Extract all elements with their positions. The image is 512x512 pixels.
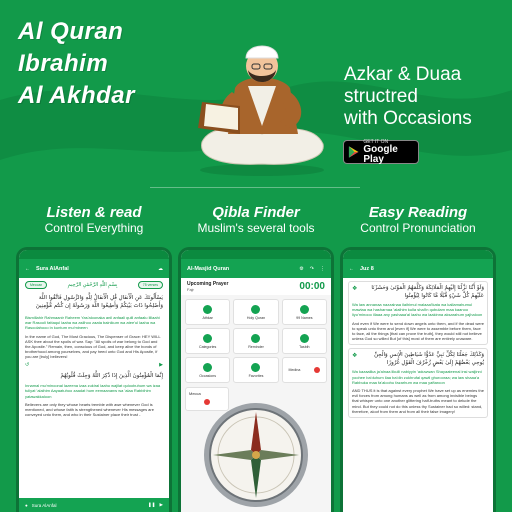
transliteration-2: Wa kazaalika ja'alnaa likulli nabiyyin 'aduwwan Shayaateenal insi waljinni yoohee ba'duhum ilaa ba'din zukhrufal qawli ghurooraa; wa law shaaa'a Rabbuka maa fa'aloohu fazarhum wa maa yaftaroon <box>352 369 482 385</box>
prayer-countdown: 00:00 <box>299 281 325 292</box>
reminder-icon <box>251 334 260 343</box>
translation-2: Believers are only they whose hearts tremble with awe whenever God is mentioned, and whose faith is strengthened whenever His messages are conveyed unto them, and who in their Sustainer place their trust - <box>25 401 154 418</box>
tasbih-icon <box>300 334 309 343</box>
tile-categories[interactable] <box>185 328 230 354</box>
section-divider <box>150 187 360 188</box>
tile-label: 99 Names <box>296 315 313 320</box>
app-bar-title: Al-Masjid Quran <box>187 265 230 272</box>
app-bar <box>181 259 331 278</box>
status-bar <box>343 250 493 259</box>
tile-tasbih[interactable] <box>282 328 327 354</box>
names-icon <box>300 305 309 314</box>
back-arrow-icon[interactable]: ← <box>349 265 354 272</box>
hero-title-line-1: Al Quran <box>18 18 124 45</box>
share-icon[interactable]: ↺ <box>25 361 30 368</box>
arabic-verse-1: يَسْأَلُونَكَ عَنِ الْأَنفَالِ قُلِ الْأَنفَالُ لِلَّهِ وَالرَّسُولِ فَاتَّقُوا اللَّهَ وَأَصْلِحُوا ذَاتَ بَيْنِكُمْ وَأَطِيعُوا اللَّهَ وَرَسُولَهُ إِن كُنتُم مُّؤْمِنِينَ <box>19 292 169 313</box>
feature-subtitle-1: Control Everything <box>44 221 144 235</box>
tile-label: Medina <box>288 368 301 372</box>
tile-label: Athkar <box>202 315 213 320</box>
hero-title-line-2: Ibrahim <box>18 50 109 77</box>
cloud-icon[interactable]: ☁ <box>158 265 163 272</box>
feature-subtitle-2: Muslim's several tools <box>197 221 315 235</box>
verse-actions <box>19 360 169 370</box>
transliteration-2: Innamal mu'minoonal lazeena izaa zukiral laahu wajilat quloobuhum wa izaa tuliyat 'alaihim Aayaatuhoo zaadat hum eemaananw wa 'alaa Rabbihim yatawakkaloon <box>25 383 161 399</box>
app-bar <box>19 259 169 278</box>
tile-medina[interactable] <box>282 357 327 383</box>
tile-holy-quran[interactable] <box>233 299 278 325</box>
share-icon[interactable]: ↷ <box>309 265 314 272</box>
back-arrow-icon[interactable]: ← <box>25 265 30 272</box>
translation-1: In the name of God, The Most Gracious, The Dispenser of Grace: HEY WILL ASK thee about the spoils of war. Say: "All spoils of war belong to God and the Apostle." Remain, then, conscious of God, and keep alive the bonds of brotherhood among yourselves, and pay heed unto God and His Apostle, if you are [truly] believers! <box>25 333 161 360</box>
play-store-icon <box>348 145 359 159</box>
tagline-line-1: Azkar & Duaa <box>344 64 462 85</box>
google-play-button[interactable] <box>343 140 419 164</box>
tagline <box>344 64 504 130</box>
tile-label: Favorites <box>248 373 264 378</box>
phone-screen-tools <box>181 250 331 512</box>
qibla-compass[interactable] <box>201 400 311 510</box>
upcoming-prayer-name: Fajr <box>187 287 194 292</box>
tile-label: Holy Quran <box>246 315 266 320</box>
athkar-icon <box>203 305 212 314</box>
arabic-verse-2: إِنَّمَا الْمُؤْمِنُونَ الَّذِينَ إِذَا ذُكِرَ اللَّهُ وَجِلَتْ قُلُوبُهُمْ <box>19 370 169 384</box>
feature-title-3: Easy Reading <box>368 204 468 221</box>
transliteration-1: Wa law annanaa nazzalnaa ilaihimul malaaa'ikata wa kallamahumul mawtaa wa hasharnaa 'alaihim kulla shai'in qubulam maa kaanoo liyu'minooo illaaa any yashaaa'al laahu wa laakinna aksarahum yajhaloon <box>352 302 483 318</box>
verses-count-pill: 75 verses <box>138 281 163 289</box>
man-reading-illustration <box>180 30 340 180</box>
upcoming-label: Upcoming Prayer <box>187 281 229 287</box>
next-icon[interactable]: ▶ <box>159 502 163 507</box>
tile-label: Categories <box>198 344 217 349</box>
transliteration-1: Bismillahir Rahmaanir Raheem Yas'aloonaka anil anfaali qulil anfaalu lillaahi war Rasooli fattaqul laaha wa aslihoo zaata bainikum wa atee'ul laaha wa Rasoolahooo in kuntum mu'mineen <box>25 315 160 331</box>
mecca-label: Mecca <box>189 391 201 396</box>
verse-card-1 <box>348 281 488 345</box>
feature-subtitle-3: Control Pronunciation <box>360 221 476 235</box>
feature-title-1: Listen & read <box>46 204 142 221</box>
arabic-verse-2: وَكَذَٰلِكَ جَعَلْنَا لِكُلِّ نَبِيٍّ عَدُوًّا شَيَاطِينَ الْإِنسِ وَالْجِنِّ يُوحِي بَعْضُهُمْ إِلَىٰ بَعْضٍ زُخْرُفَ الْقَوْلِ غُرُورًا <box>357 352 484 367</box>
play-icon[interactable]: ▶ <box>159 361 163 368</box>
tile-occasions[interactable] <box>185 357 230 383</box>
tagline-line-3: with Occasions <box>344 108 472 129</box>
hero-title-line-3: Al Akhdar <box>18 82 135 109</box>
tile-label: Reminder <box>248 344 264 349</box>
player-sura-label: Sura AlAnfal <box>31 502 57 508</box>
status-bar <box>19 250 169 259</box>
meccan-pill: Meccan <box>25 281 47 289</box>
app-bar <box>343 259 493 278</box>
settings-icon[interactable]: ⚙ <box>299 265 304 272</box>
tagline-line-2: structred <box>344 86 418 107</box>
status-bar <box>181 250 331 259</box>
phone-screen-sura <box>19 250 169 512</box>
upcoming-prayer-card[interactable] <box>181 278 331 295</box>
translation-2: AND THUS it is that against every prophet We have set up as enemies the evil forces from among humans as well as from among invisible beings that whisper unto one another glittering half-truths meant to delude the mind. But they could not do this unless thy Sustainer had so willed: stand, therefore, aloof from them and from all their false imagery! <box>352 388 484 414</box>
tile-99-names[interactable] <box>282 299 327 325</box>
store-badge-small: GET IT ON <box>363 138 389 145</box>
store-badge-big: Google Play <box>363 143 398 165</box>
feature-title-2: Qibla Finder <box>212 204 300 221</box>
heart-icon <box>251 363 260 372</box>
pause-icon[interactable]: ❚❚ <box>147 502 156 507</box>
app-bar-title: Juz 8 <box>360 265 374 272</box>
tile-reminder[interactable] <box>233 328 278 354</box>
tile-label: Occasions <box>199 373 217 378</box>
bismillah-header: بِسْمِ اللَّهِ الرَّحْمَٰنِ الرَّحِيمِ <box>67 282 118 288</box>
occasions-icon <box>203 363 212 372</box>
tools-grid <box>181 295 331 387</box>
record-icon <box>314 367 320 373</box>
quran-icon <box>251 305 260 314</box>
audio-player-bar <box>19 498 169 512</box>
tile-favorites[interactable] <box>233 357 278 383</box>
tile-athkar[interactable] <box>185 299 230 325</box>
verse-menu-icon[interactable]: ❖ <box>352 353 358 360</box>
categories-icon <box>203 334 212 343</box>
tile-label: Tasbih <box>299 344 310 349</box>
arabic-verse-1: وَلَوْ أَنَّنَا نَزَّلْنَا إِلَيْهِمُ الْمَلَائِكَةَ وَكَلَّمَهُمُ الْمَوْتَىٰ وَحَشَرْنَا عَلَيْهِمْ كُلَّ شَيْءٍ قُبُلًا مَّا كَانُوا لِيُؤْمِنُوا <box>357 285 484 300</box>
verse-menu-icon[interactable]: ❖ <box>352 286 358 292</box>
verse-card-2 <box>348 348 488 418</box>
more-icon[interactable]: ⋮ <box>320 265 325 272</box>
translation-1: And even if We were to send down angels unto them, and if the dead were to speak unto them and [even if] We were to assemble before them, face to face, all the things [that can prove the truth], they would still not believe unless God so willed But [of this] most of them are entirely unaware. <box>352 320 485 342</box>
phone-screen-juz <box>343 250 493 512</box>
sura-icon: ● <box>25 502 28 508</box>
app-bar-title: Sura AlAnfal <box>36 265 69 272</box>
